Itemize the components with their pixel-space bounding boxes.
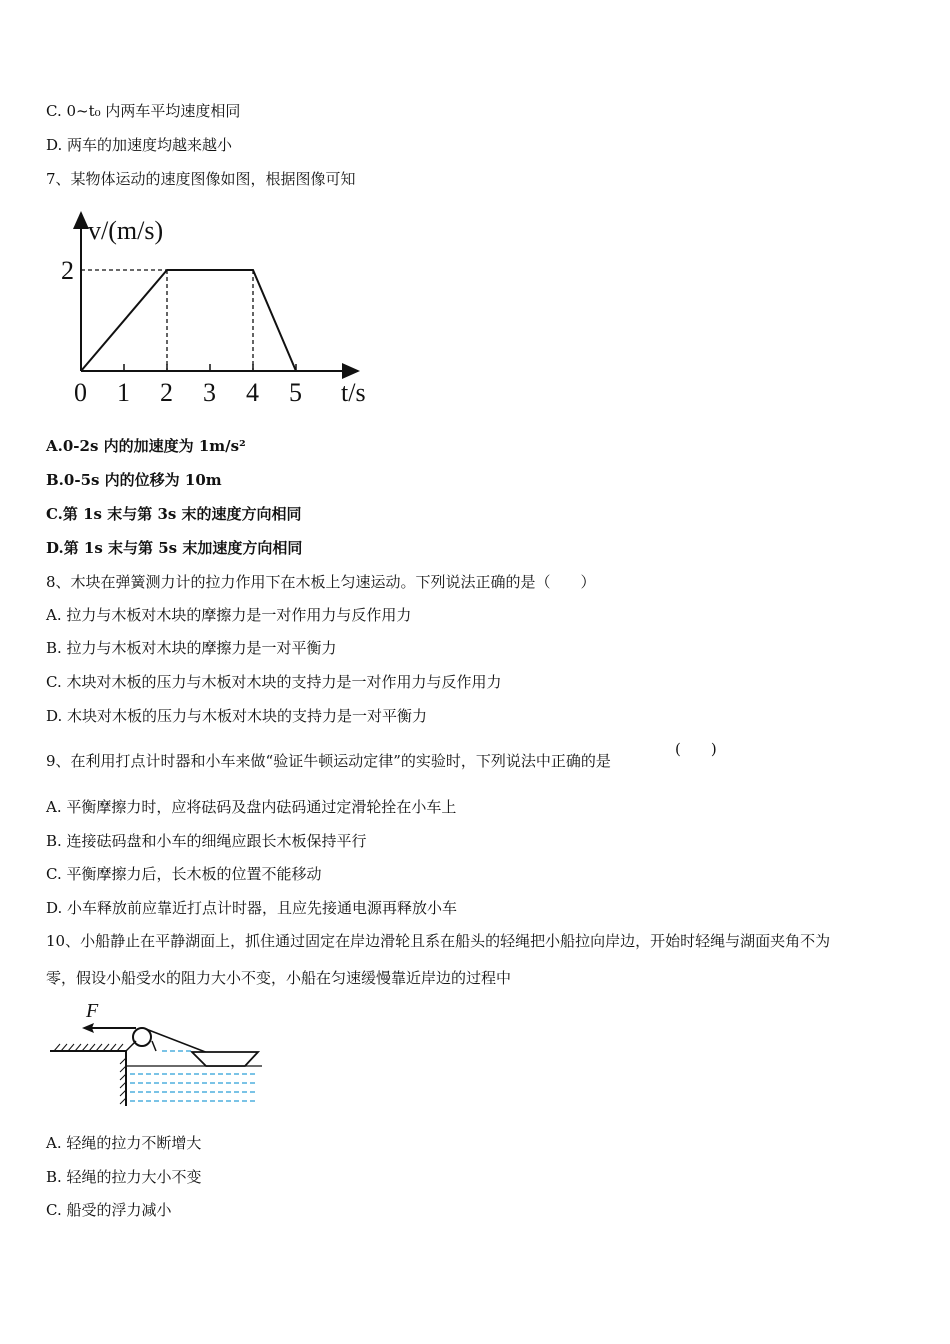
q7-option-b: B.0-5s 内的位移为 10m: [46, 471, 222, 489]
x-tick-label: 5: [289, 378, 302, 407]
q8-option-c: C. 木块对木板的压力与木板对木块的支持力是一对作用力与反作用力: [46, 673, 502, 691]
q10-option-a: A. 轻绳的拉力不断增大: [46, 1134, 202, 1152]
bank-hatching: [54, 1044, 123, 1051]
pulley: [133, 1028, 151, 1046]
x-tick-label: 2: [160, 378, 173, 407]
y-tick-label: 2: [61, 256, 74, 285]
boat-pulley-diagram: [46, 996, 271, 1115]
x-tick-label: 0: [74, 378, 87, 407]
q8-option-d: D. 木块对木板的压力与木板对木块的支持力是一对平衡力: [46, 707, 428, 725]
q7-option-d: D.第 1s 末与第 5s 末加速度方向相同: [46, 539, 303, 557]
q7-option-c: C.第 1s 末与第 3s 末的速度方向相同: [46, 505, 302, 523]
q8-option-a: A. 拉力与木板对木块的摩擦力是一对作用力与反作用力: [46, 606, 412, 624]
velocity-time-graph: [50, 205, 390, 414]
q9-answer-bracket: ( ): [675, 740, 717, 758]
q9-option-a: A. 平衡摩擦力时，应将砝码及盘内砝码通过定滑轮拴在小车上: [46, 798, 457, 816]
q6-option-d: D. 两车的加速度均越来越小: [46, 136, 233, 154]
q9-option-b: B. 连接砝码盘和小车的细绳应跟长木板保持平行: [46, 832, 367, 850]
q10-stem-line2: 零，假设小船受水的阻力大小不变，小船在匀速缓慢靠近岸边的过程中: [46, 969, 512, 987]
q8-stem: 8、木块在弹簧测力计的拉力作用下在木板上匀速运动。下列说法正确的是（ ）: [46, 573, 596, 591]
x-tick-label: 4: [246, 378, 259, 407]
q8-option-b: B. 拉力与木板对木块的摩擦力是一对平衡力: [46, 639, 337, 657]
q10-option-b: B. 轻绳的拉力大小不变: [46, 1168, 202, 1186]
x-tick-label: 3: [203, 378, 216, 407]
velocity-series-line: [81, 270, 296, 371]
q10-option-c: C. 船受的浮力减小: [46, 1201, 172, 1219]
boat: [192, 1052, 258, 1066]
x-tick-label: 1: [117, 378, 130, 407]
q9-stem: 9、在利用打点计时器和小车来做“验证牛顿运动定律”的实验时，下列说法中正确的是: [46, 752, 611, 770]
q7-stem: 7、某物体运动的速度图像如图，根据图像可知: [46, 170, 356, 188]
q6-option-c: C. 0~t₀ 内两车平均速度相同: [46, 102, 241, 120]
q10-stem-line1: 10、小船静止在平静湖面上，抓住通过固定在岸边滑轮且系在船头的轻绳把小船拉向岸边，开始时轻绳与湖面夹角不为: [46, 932, 831, 950]
q9-option-c: C. 平衡摩擦力后，长木板的位置不能移动: [46, 865, 322, 883]
x-axis-label: t/s: [341, 378, 366, 407]
q9-option-d: D. 小车释放前应靠近打点计时器，且应先接通电源再释放小车: [46, 899, 458, 917]
q7-option-a: A.0-2s 内的加速度为 1m/s²: [46, 437, 246, 455]
y-axis-label: v/(m/s): [88, 216, 164, 245]
force-label: F: [86, 1000, 99, 1022]
